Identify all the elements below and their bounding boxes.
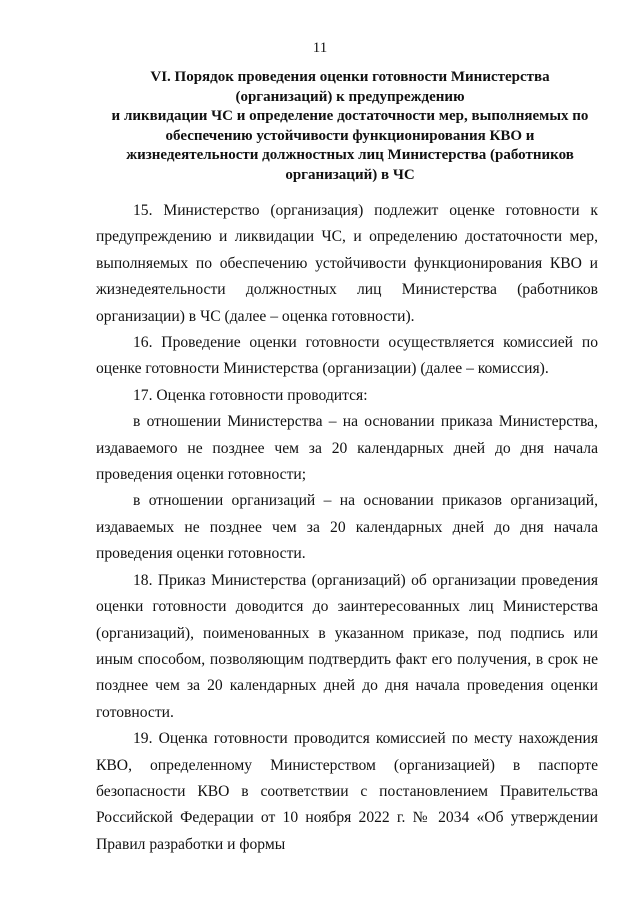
heading-line: жизнедеятельности должностных лиц Министерства (работников <box>126 147 574 163</box>
paragraph-17-organizations: в отношении организаций – на основании приказов организаций, издаваемых не позднее чем за 20 календарных дней до дня начала проведения оценки готовности. <box>96 492 598 563</box>
body-text <box>96 198 598 858</box>
heading-line: организаций) в ЧС <box>285 166 415 183</box>
paragraph-16: 16. Проведение оценки готовности осуществляется комиссией по оценке готовности Министерства (организации) (далее – комиссия). <box>96 334 598 378</box>
heading-line: обеспечению устойчивости функционирования КВО и <box>165 127 535 144</box>
paragraph-17: 17. Оценка готовности проводится: <box>133 386 368 404</box>
paragraph-15: 15. Министерство (организация) подлежит оценке готовности к предупреждению и ликвидации ЧС, и определению достаточности мер, выполняемых по обеспечению устойчивости функционирования КВО и жизнедеятельности должностных лиц Министерства (работников организации) в ЧС (далее – оценка готовности). <box>96 202 598 325</box>
heading-line: (организаций) к предупреждению <box>235 88 465 105</box>
heading-line: VI. Порядок проведения оценки готовности Министерства <box>150 69 550 85</box>
page-number: 11 <box>312 40 328 56</box>
paragraph-19: 19. Оценка готовности проводится комиссией по месту нахождения КВО, определенному Министерством (организацией) в паспорте безопасности КВО в соответствии с постановлением Правительства Российской Федерации от 10 ноября 2022 г. № 2034 «Об утверждении Правил разработки и формы <box>96 730 598 853</box>
heading-line: и ликвидации ЧС и определение достаточности мер, выполняемых по <box>111 108 589 124</box>
section-heading <box>90 68 610 185</box>
paragraph-18: 18. Приказ Министерства (организаций) об организации проведения оценки готовности доводится до заинтересованных лиц Министерства (организаций), поименованных в указанном приказе, под подпись или иным способом, позволяющим подтвердить факт его получения, в срок не позднее чем за 20 календарных дней до дня начала проведения оценки готовности. <box>96 571 598 721</box>
paragraph-17-ministry: в отношении Министерства – на основании приказа Министерства, издаваемого не позднее чем за 20 календарных дней до дня начала проведения оценки готовности; <box>96 413 598 484</box>
